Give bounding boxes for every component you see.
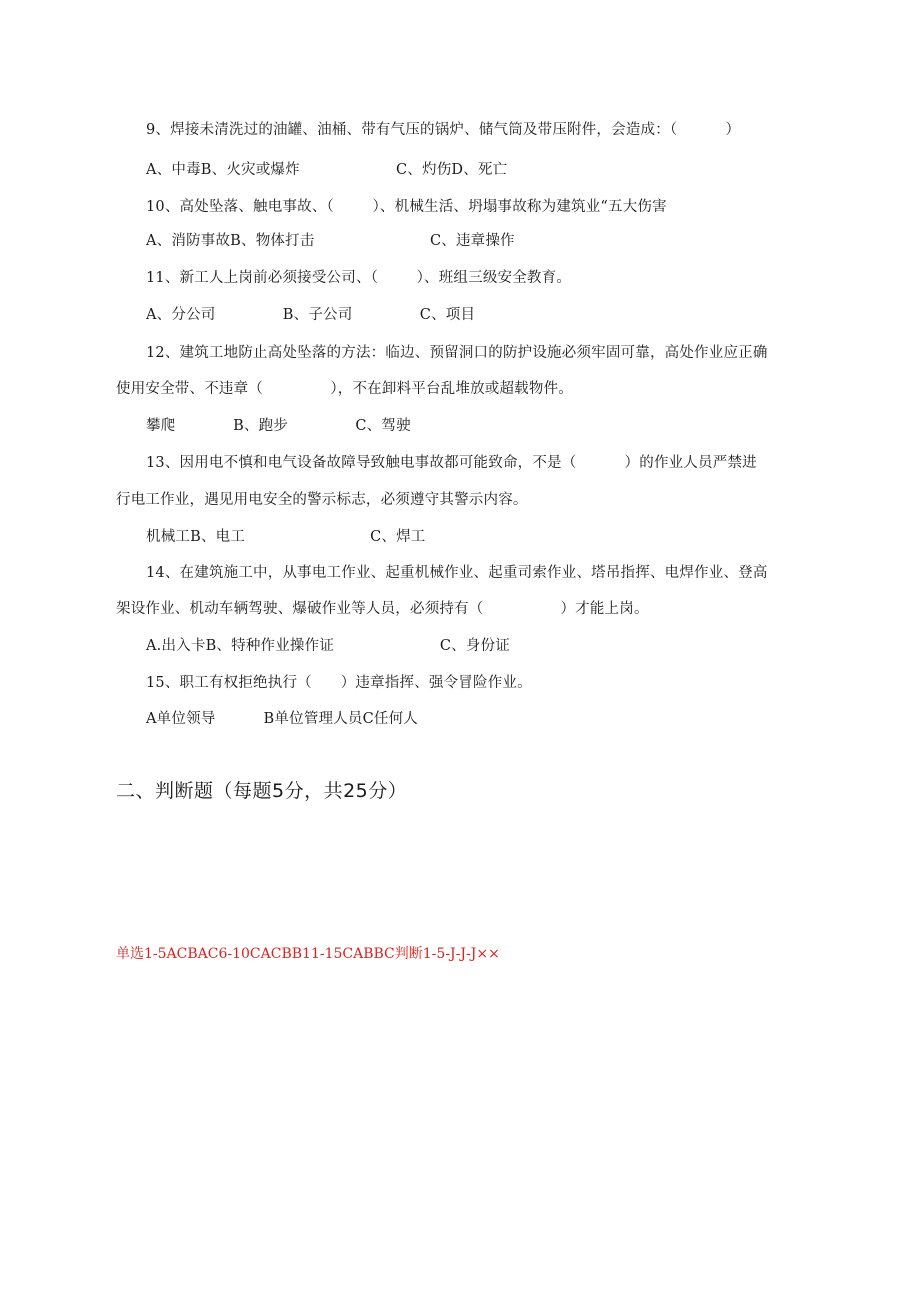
answer-key: 单选1-5ACBAC6-10CACBB11-15CABBC判断1-5-J-J-J××	[116, 946, 500, 962]
question-15-options: A单位领导 B单位管理人员C任何人	[146, 711, 419, 727]
question-15-stem: 15、职工有权拒绝执行（ ）违章指挥、强令冒险作业。	[146, 675, 532, 691]
question-13-stem-line2: 行电工作业，遇见用电安全的警示标志，必须遵守其警示内容。	[116, 492, 528, 508]
question-11-options: A、分公司 B、子公司 C、项目	[146, 307, 476, 323]
question-14-stem-line2: 架设作业、机动车辆驾驶、爆破作业等人员，必须持有（ ）才能上岗。	[116, 601, 649, 617]
question-14-options: A.出入卡B、特种作业操作证 C、身份证	[146, 638, 510, 654]
question-12-stem-line1: 12、建筑工地防止高处坠落的方法：临边、预留洞口的防护设施必须牢固可靠，高处作业应正确	[146, 345, 768, 361]
question-12-stem-line2: 使用安全带、不违章（ ），不在卸料平台乱堆放或超载物件。	[116, 381, 573, 397]
question-10-options: A、消防事故B、物体打击 C、违章操作	[146, 233, 515, 249]
question-9-options: A、中毒B、火灾或爆炸 C、灼伤D、死亡	[146, 162, 508, 178]
question-9-stem: 9、焊接未清洗过的油罐、油桶、带有气压的锅炉、储气筒及带压附件，会造成：（ ）	[146, 122, 741, 138]
question-13-stem-line1: 13、因用电不慎和电气设备故障导致触电事故都可能致命，不是（ ）的作业人员严禁进	[146, 455, 757, 471]
question-12-options: 攀爬 B、跑步 C、驾驶	[146, 418, 411, 434]
question-10-stem: 10、高处坠落、触电事故、（ ）、机械生活、坍塌事故称为建筑业“五大伤害	[146, 199, 667, 215]
question-13-options: 机械工B、电工 C、焊工	[146, 529, 426, 545]
question-14-stem-line1: 14、在建筑施工中，从事电工作业、起重机械作业、起重司索作业、塔吊指挥、电焊作业、登高	[146, 565, 768, 581]
section-title-true-false: 二、判断题（每题5分，共25分）	[116, 780, 408, 802]
question-11-stem: 11、新工人上岗前必须接受公司、（ ）、班组三级安全教育。	[146, 270, 572, 286]
